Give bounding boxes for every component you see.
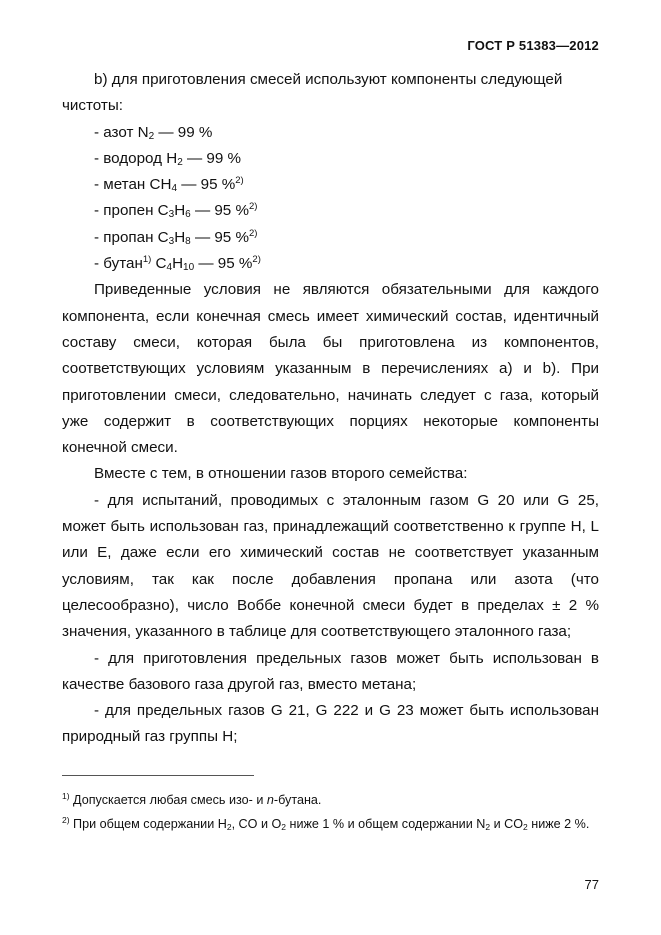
footnotes — [62, 789, 599, 836]
purity-item-methane: - метан $CH_4$ — 95 %$^{2)}$ — [94, 175, 244, 195]
footnote-1: $^{1)}$ Допускается любая смесь изо- и n-бутана. — [62, 791, 322, 807]
body-text — [62, 67, 599, 751]
purity-item-propene: - пропен $C_3H_6$ — 95 %$^{2)}$ — [94, 201, 258, 221]
purity-item-butane: - бутан$^{1)}$ $C_4H_{10}$ — 95 %$^{2)}$ — [94, 254, 261, 274]
footnote-separator — [62, 775, 254, 776]
standard-code-header: ГОСТ Р 51383—2012 — [467, 38, 599, 53]
page-number: 77 — [584, 877, 599, 892]
purity-item-nitrogen: - азот $N_2$ — 99 % — [94, 123, 213, 142]
footnote-2: $^{2)}$ При общем содержании $H_2$, CO и $O_2$ ниже 1 % и общем содержании $N_2$ и $CO_2$ ниже 2 %. — [62, 814, 590, 832]
second-family-lead: Вместе с тем, в отношении газов второго семейства: — [94, 465, 468, 483]
purity-item-hydrogen: - водород $H_2$ — 99 % — [94, 149, 242, 168]
conditions-paragraph: Приведенные условия не являются обязательными для каждого компонента, если конечная смесь имеет химический состав, идентичный составу смеси, которая была бы приготовлена из компонентов, соответствующих условиям указанным в перечислениях a) и b). При приготовлении смеси, следовательно, начинать следует с газа, который уже содержит в соответствующих порциях некоторые компоненты конечной смеси. — [62, 281, 599, 457]
purity-item-propane: - пропан $C_3H_8$ — 95 %$^{2)}$ — [94, 227, 258, 247]
bullet-limit-gas-base: - для приготовления предельных газов может быть использован в качестве базового газа другой газ, вместо метана; — [62, 649, 599, 693]
intro-line: b) для приготовления смесей используют компоненты следующей — [94, 71, 563, 88]
bullet-limit-gases-natural: - для предельных газов G 21, G 222 и G 23 может быть использован природный газ группы H; — [62, 702, 599, 746]
bullet-reference-gas: - для испытаний, проводимых с эталонным газом G 20 или G 25, может быть использован газ, принадлежащий соответственно к группе H, L или E, даже если его химический состав не соответствует указанным условиям, так как после добавления пропана или азота (что целесообразно), число Воббе конечной смеси будет в пределах ± 2 % значения, указанного в таблице для соответствующего эталонного газа; — [62, 491, 599, 641]
intro-line-continued: чистоты: — [62, 97, 123, 115]
